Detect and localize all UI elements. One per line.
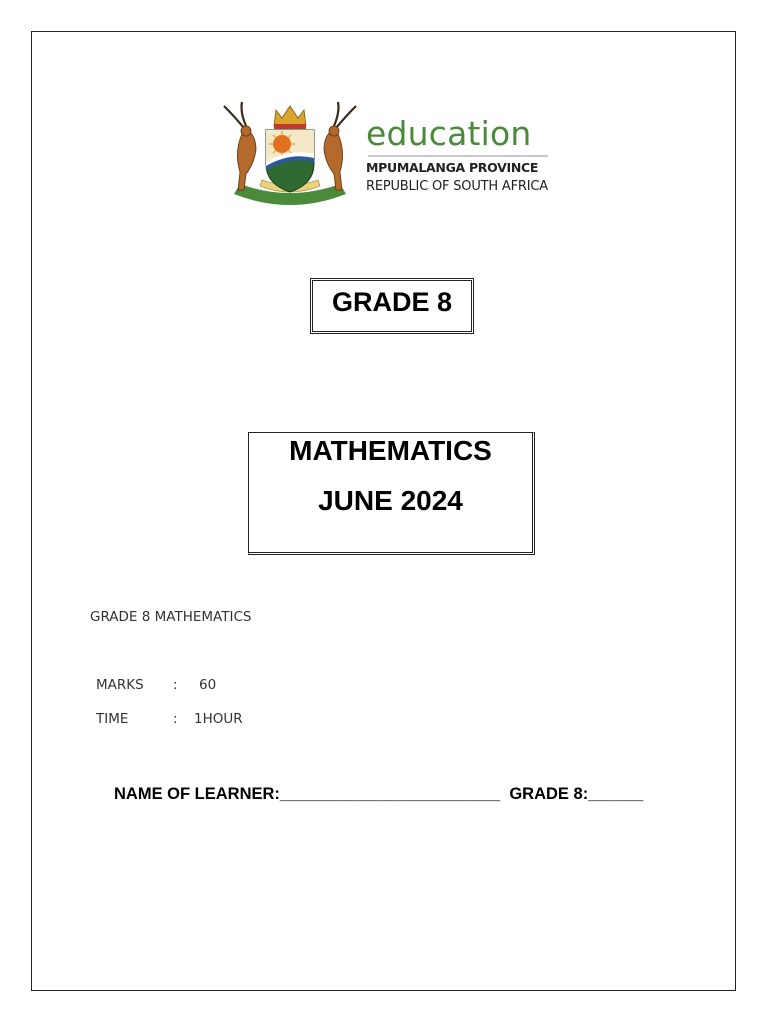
grade-title: GRADE 8 bbox=[331, 287, 453, 317]
coat-of-arms-icon bbox=[220, 98, 360, 208]
marks-label: MARKS bbox=[96, 677, 144, 693]
caption-text: GRADE 8 MATHEMATICS bbox=[90, 609, 252, 625]
exam-session: JUNE 2024 bbox=[318, 485, 463, 516]
learner-name-label: NAME OF LEARNER: bbox=[114, 785, 280, 803]
grade-box bbox=[310, 278, 474, 334]
logo-word: education bbox=[366, 114, 532, 153]
time-value: 1HOUR bbox=[194, 711, 243, 727]
logo-divider bbox=[368, 155, 548, 157]
learner-details-line bbox=[114, 785, 643, 804]
logo-republic: REPUBLIC OF SOUTH AFRICA bbox=[366, 179, 548, 194]
time-separator: : bbox=[173, 711, 178, 727]
learner-grade-label: GRADE 8: bbox=[509, 785, 589, 803]
learner-grade-blank[interactable]: ______ bbox=[588, 785, 644, 803]
marks-separator: : bbox=[173, 677, 178, 693]
subject-box bbox=[248, 432, 535, 555]
time-label: TIME bbox=[96, 711, 129, 727]
learner-name-blank[interactable]: ________________________ bbox=[279, 785, 501, 803]
logo-province: MPUMALANGA PROVINCE bbox=[366, 160, 539, 175]
subject-title: MATHEMATICS bbox=[289, 435, 492, 466]
department-logo bbox=[220, 98, 560, 208]
marks-value: 60 bbox=[199, 677, 217, 693]
